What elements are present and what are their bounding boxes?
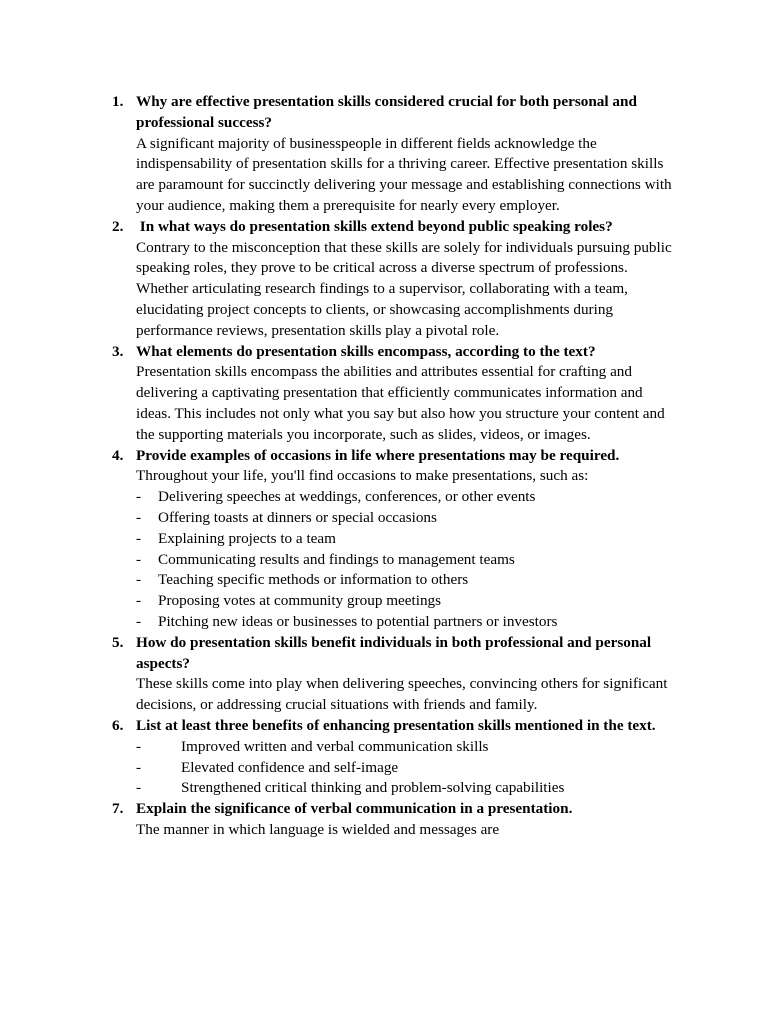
list-item <box>136 487 678 508</box>
bullet-marker: - <box>136 592 142 610</box>
bullet-marker: - <box>136 612 142 630</box>
answer-text: Throughout your life, you'll find occasions to make presentations, such as: <box>136 467 589 485</box>
list-item <box>136 550 678 571</box>
list-item <box>136 737 678 758</box>
item-number: 1. <box>112 93 124 110</box>
item-number: 7. <box>112 800 124 818</box>
answer-text: These skills come into play when delivering speeches, convincing others for significant decisions, or addressing crucial situations with friends and family. <box>136 675 668 714</box>
qa-item-3 <box>0 342 768 446</box>
list-item <box>136 529 678 550</box>
list-item-text: Pitching new ideas or businesses to potential partners or investors <box>158 612 558 630</box>
bullet-marker: - <box>136 779 142 797</box>
item-number: 2. <box>112 217 124 235</box>
list-item-text: Improved written and verbal communication skills <box>181 737 489 755</box>
answer-text: Presentation skills encompass the abilities and attributes essential for crafting and delivering a captivating presentation that efficiently communicates information and ideas. This includes not only what you say but also how you structure your content and the supporting materials you incorporate, such as slides, videos, or images. <box>136 363 665 443</box>
list-item-text: Delivering speeches at weddings, conferences, or other events <box>158 488 536 506</box>
list-item-text: Teaching specific methods or information to others <box>158 571 469 589</box>
qa-item-2 <box>0 217 768 342</box>
list-item <box>136 778 678 799</box>
item-number: 4. <box>112 446 124 464</box>
list-item <box>136 612 678 633</box>
bullet-marker: - <box>136 550 142 568</box>
qa-item-6 <box>0 716 768 799</box>
list-item-text: Communicating results and findings to management teams <box>158 550 515 568</box>
qa-item-5 <box>0 633 768 716</box>
question-text: Explain the significance of verbal communication in a presentation. <box>136 800 573 818</box>
qa-list <box>0 92 768 841</box>
bullet-marker: - <box>136 571 142 589</box>
question-text: List at least three benefits of enhancing presentation skills mentioned in the text. <box>136 716 656 734</box>
qa-item-1 <box>0 92 768 217</box>
list-item <box>136 508 678 529</box>
list-item <box>136 591 678 612</box>
question-text: What elements do presentation skills encompass, according to the text? <box>136 342 596 360</box>
qa-item-4 <box>0 446 768 633</box>
list-item-text: Elevated confidence and self-image <box>181 758 399 776</box>
list-item <box>136 570 678 591</box>
answer-text: The manner in which language is wielded and messages are <box>136 820 500 838</box>
list-item <box>136 758 678 779</box>
bullet-marker: - <box>136 758 142 776</box>
list-item-text: Proposing votes at community group meetings <box>158 592 442 610</box>
bullet-marker: - <box>136 488 142 506</box>
question-text: In what ways do presentation skills extend beyond public speaking roles? <box>136 217 613 235</box>
item-number: 6. <box>112 716 124 734</box>
answer-text: A significant majority of businesspeople in different fields acknowledge the indispensability of presentation skills for a thriving career. Effective presentation skills are paramount for succinctly delivering your message and establishing connections with your audience, making them a prerequisite for nearly every employer. <box>136 134 672 214</box>
bullet-list <box>136 737 678 799</box>
bullet-marker: - <box>136 737 142 755</box>
bullet-marker: - <box>136 508 142 526</box>
question-text: Provide examples of occasions in life where presentations may be required. <box>136 446 620 464</box>
answer-text: Contrary to the misconception that these skills are solely for individuals pursuing public speaking roles, they prove to be critical across a diverse spectrum of professions. Whether articulating research findings to a supervisor, collaborating with a team, elucidating project concepts to clients, or showcasing accomplishments during performance reviews, presentation skills play a pivotal role. <box>136 238 672 339</box>
bullet-marker: - <box>136 529 142 547</box>
list-item-text: Offering toasts at dinners or special occasions <box>158 508 437 526</box>
item-number: 3. <box>112 342 124 360</box>
question-text: Why are effective presentation skills considered crucial for both personal and professional success? <box>136 93 641 131</box>
qa-item-7 <box>0 799 768 841</box>
item-number: 5. <box>112 633 124 651</box>
list-item-text: Strengthened critical thinking and problem-solving capabilities <box>181 779 565 797</box>
list-item-text: Explaining projects to a team <box>158 529 336 547</box>
bullet-list <box>136 487 678 633</box>
question-text: How do presentation skills benefit individuals in both professional and personal aspects? <box>136 633 655 672</box>
